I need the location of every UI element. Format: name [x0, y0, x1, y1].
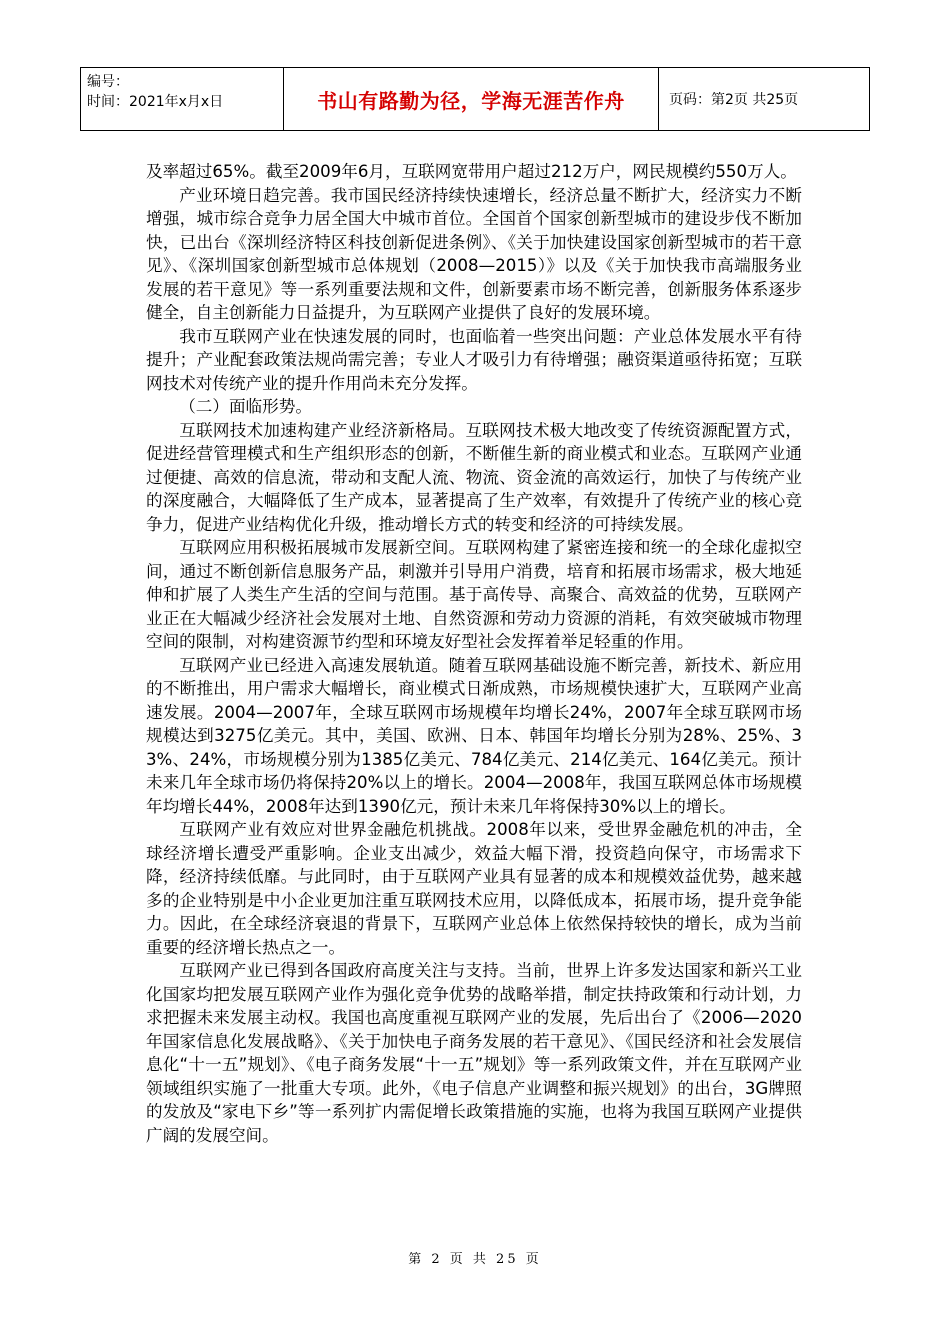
- header-motto: 书山有路勤为径，学海无涯苦作舟: [284, 68, 659, 130]
- body-paragraph: 互联网产业已得到各国政府高度关注与支持。当前，世界上许多发达国家和新兴工业化国家均把发展互联网产业作为强化竞争优势的战略举措，制定扶持政策和行动计划，力求把握未来发展主动权。我国也高度重视互联网产业的发展，先后出台了《2006—2020年国家信息化发展战略》、《关于加快电子商务发展的若干意见》、《国民经济和社会发展信息化“十一五”规划》、《电子商务发展“十一五”规划》等一系列政策文件，并在互联网产业领域组织实施了一批重大专项。此外，《电子信息产业调整和振兴规划》的出台，3G牌照的发放及“家电下乡”等一系列扩内需促增长政策措施的实施，也将为我国互联网产业提供广阔的发展空间。: [146, 961, 802, 1145]
- header-meta: [81, 68, 284, 130]
- document-body: [146, 160, 802, 1147]
- page-footer: 第 2 页 共 25 页: [408, 1252, 542, 1267]
- header-page-info: 页码：第2页 共25页: [669, 92, 799, 108]
- page-header: [80, 67, 870, 131]
- document-number-label: 编号：: [87, 74, 129, 90]
- body-paragraph: 及率超过65%。截至2009年6月，互联网宽带用户超过212万户，网民规模约550万人。: [146, 162, 797, 181]
- section-heading: （二）面临形势。: [179, 397, 312, 416]
- body-paragraph: 互联网产业有效应对世界金融危机挑战。2008年以来，受世界金融危机的冲击，全球经济增长遭受严重影响。企业支出减少，效益大幅下滑，投资趋向保守，市场需求下降，经济持续低靡。与此同时，由于互联网产业具有显著的成本和规模效益优势，越来越多的企业特别是中小企业更加注重互联网技术应用，以降低成本，拓展市场，提升竞争能力。因此，在全球经济衰退的背景下，互联网产业总体上依然保持较快的增长，成为当前重要的经济增长热点之一。: [146, 820, 802, 957]
- body-paragraph: 互联网技术加速构建产业经济新格局。互联网技术极大地改变了传统资源配置方式，促进经营管理模式和生产组织形态的创新，不断催生新的商业模式和业态。互联网产业通过便捷、高效的信息流，带动和支配人流、物流、资金流的高效运行，加快了与传统产业的深度融合，大幅降低了生产成本，显著提高了生产效率，有效提升了传统产业的核心竞争力，促进产业结构优化升级，推动增长方式的转变和经济的可持续发展。: [146, 420, 802, 534]
- body-paragraph: 我市互联网产业在快速发展的同时，也面临着一些突出问题：产业总体发展水平有待提升；产业配套政策法规尚需完善；专业人才吸引力有待增强；融资渠道亟待拓宽；互联网技术对传统产业的提升作用尚未充分发挥。: [146, 326, 802, 393]
- document-date: 时间：2021年x月x日: [87, 94, 224, 110]
- body-paragraph: 产业环境日趋完善。我市国民经济持续快速增长，经济总量不断扩大，经济实力不断增强，城市综合竞争力居全国大中城市首位。全国首个国家创新型城市的建设步伐不断加快，已出台《深圳经济特区科技创新促进条例》、《关于加快建设国家创新型城市的若干意见》、《深圳国家创新型城市总体规划（2008—2015）》以及《关于加快我市高端服务业发展的若干意见》等一系列重要法规和文件，创新要素市场不断完善，创新服务体系逐步健全，自主创新能力日益提升，为互联网产业提供了良好的发展环境。: [146, 185, 802, 322]
- body-paragraph: 互联网应用积极拓展城市发展新空间。互联网构建了紧密连接和统一的全球化虚拟空间，通过不断创新信息服务产品，刺激并引导用户消费，培育和拓展市场需求，极大地延伸和扩展了人类生产生活的空间与范围。基于高传导、高聚合、高效益的优势，互联网产业正在大幅减少经济社会发展对土地、自然资源和劳动力资源的消耗，有效突破城市物理空间的限制，对构建资源节约型和环境友好型社会发挥着举足轻重的作用。: [146, 538, 802, 651]
- body-paragraph: 互联网产业已经进入高速发展轨道。随着互联网基础设施不断完善，新技术、新应用的不断推出，用户需求大幅增长，商业模式日渐成熟，市场规模快速扩大，互联网产业高速发展。2004—2007年，全球互联网市场规模年均增长24%，2007年全球互联网市场规模达到3275亿美元。其中，美国、欧洲、日本、韩国年均增长分别为28%、25%、33%、24%，市场规模分别为1385亿美元、784亿美元、214亿美元、164亿美元。预计未来几年全球市场仍将保持20%以上的增长。2004—2008年，我国互联网总体市场规模年均增长44%，2008年达到1390亿元，预计未来几年将保持30%以上的增长。: [146, 655, 802, 816]
